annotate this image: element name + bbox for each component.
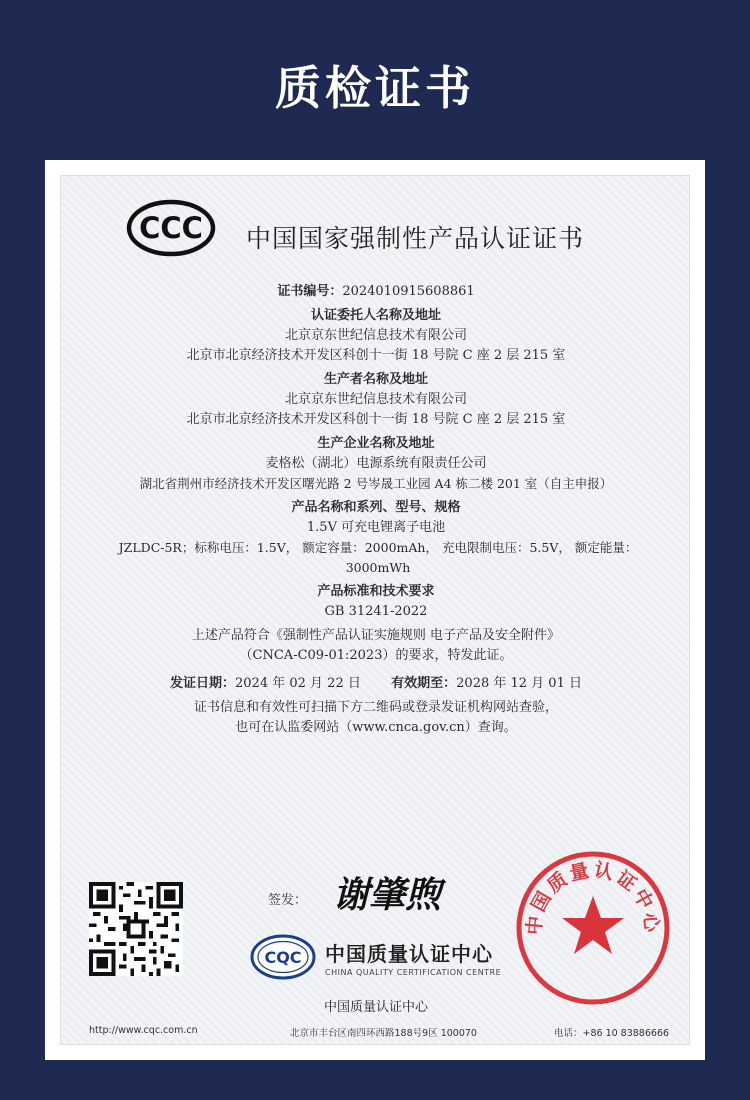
standard-value: GB 31241-2022 [324, 604, 428, 619]
signature-icon [329, 869, 489, 921]
dates-row [61, 674, 691, 694]
cqc-logo-icon [249, 933, 317, 981]
expiry-date: 2028 年 12 月 01 日 [456, 676, 582, 691]
verify-line-1: 证书信息和有效性可扫描下方二维码或登录发证机构网站查验， [193, 700, 558, 715]
issuer-name: 中国质量认证中心 [323, 1000, 428, 1015]
certificate-frame [45, 160, 705, 1060]
footer-address: 北京市丰台区南四环西路188号9区 100070 [290, 1028, 477, 1039]
qr-code-icon[interactable] [89, 882, 183, 976]
cert-number: 2024010915608861 [342, 284, 475, 299]
cert-number-row [61, 282, 691, 302]
factory-name: 麦格松（湖北）电源系统有限责任公司 [265, 456, 487, 471]
producer-name: 北京京东世纪信息技术有限公司 [284, 392, 467, 407]
verify-line-2: 也可在认监委网站（www.cnca.gov.cn）查询。 [235, 720, 517, 735]
expiry-date-label: 有效期至： [391, 676, 457, 691]
ccc-logo-icon [126, 199, 216, 257]
conformity-line-2: （CNCA-C09-01:2023）的要求，特发此证。 [239, 648, 513, 663]
footer-telephone: 电话：+86 10 83886666 [554, 1028, 670, 1039]
official-seal-icon [513, 848, 673, 1008]
svg-text:CCC: CCC [139, 211, 203, 245]
svg-text:谢肇煦: 谢肇煦 [333, 874, 442, 916]
producer-label: 生产者名称及地址 [323, 372, 428, 387]
page-title: 质检证书 [275, 61, 475, 115]
client-address: 北京市北京经济技术开发区科创十一街 18 号院 C 座 2 层 215 室 [186, 348, 566, 363]
conformity-line-1: 上述产品符合《强制性产品认证实施规则 电子产品及安全附件》 [191, 628, 561, 643]
cqc-name-cn: 中国质量认证中心 [325, 942, 493, 966]
producer-address: 北京市北京经济技术开发区科创十一街 18 号院 C 座 2 层 215 室 [186, 412, 566, 427]
svg-text:CQC: CQC [264, 948, 302, 967]
certificate-heading: 中国国家强制性产品认证证书 [246, 224, 585, 253]
issue-date: 2024 年 02 月 22 日 [235, 676, 361, 691]
product-label: 产品名称和系列、型号、规格 [291, 500, 461, 515]
svg-text:中国质量认证中心: 中国质量认证中心 [523, 858, 663, 936]
certificate-paper [60, 175, 690, 1045]
product-name: 1.5V 可充电锂离子电池 [306, 520, 446, 535]
client-name: 北京京东世纪信息技术有限公司 [284, 328, 467, 343]
cqc-name-en: CHINA QUALITY CERTIFICATION CENTRE [325, 968, 502, 977]
factory-label: 生产企业名称及地址 [317, 436, 435, 451]
sign-label: 签发： [268, 893, 308, 908]
standard-label: 产品标准和技术要求 [317, 584, 435, 599]
certificate-body [61, 282, 691, 738]
footer-website-link[interactable]: http://www.cqc.com.cn [89, 1025, 198, 1036]
client-label: 认证委托人名称及地址 [310, 308, 441, 323]
issue-date-label: 发证日期： [170, 676, 236, 691]
cert-number-label: 证书编号： [277, 284, 343, 299]
factory-address: 湖北省荆州市经济技术开发区曙光路 2 号岑晟工业园 A4 栋二楼 201 室（自主申报） [139, 476, 613, 491]
product-spec: JZLDC-5R；标称电压：1.5V， 额定容量：2000mAh， 充电限制电压：5.5V， 额定能量：3000mWh [118, 540, 638, 575]
